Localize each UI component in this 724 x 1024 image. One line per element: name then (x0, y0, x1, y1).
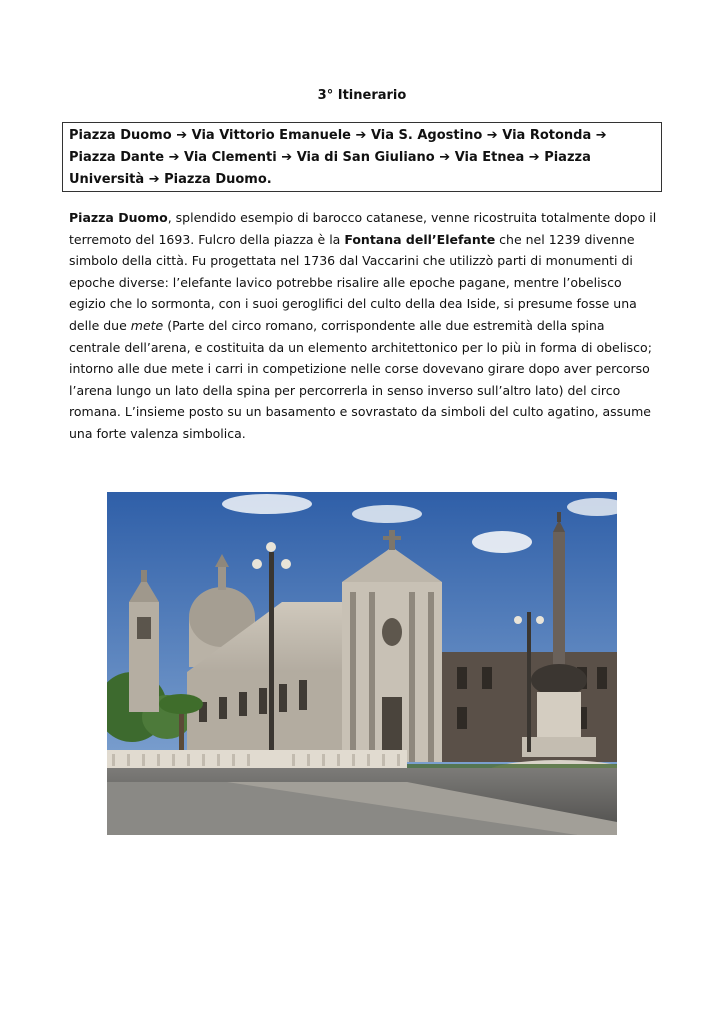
term-mete: mete (130, 317, 164, 333)
route-stop: Piazza Duomo (69, 128, 172, 143)
text-run: che nel 1239 divenne simbolo della città. Fu progettata nel 1736 dal Vaccarini che utilizzò parti di monumenti di epoche diverse: l’elefante lavico potrebbe risalire alle epoche pagane, mentre l’obelisco egizio che lo sormonta, con i suoi geroglifici del culto della dea Iside, si presume fosse una delle due (69, 231, 637, 333)
fountain-name: Fontana dell’Elefante (344, 231, 496, 247)
route-stop: Via S. Agostino (370, 128, 483, 143)
arrow-right-icon: ➔ (595, 128, 607, 143)
arrow-right-icon: ➔ (355, 128, 367, 143)
text-run: , splendido esempio di barocco catanese, venne ricostruita totalmente dopo il terremoto del 1693. Fulcro della piazza è la (69, 210, 657, 247)
arrow-right-icon: ➔ (486, 128, 498, 143)
arrow-right-icon: ➔ (148, 172, 160, 187)
arrow-right-icon: ➔ (176, 128, 188, 143)
arrow-right-icon: ➔ (168, 150, 180, 165)
page-title: 3° Itinerario (317, 88, 407, 103)
route-box (62, 122, 662, 192)
route-stop: Piazza Università (69, 150, 591, 187)
route-stop: Piazza Duomo. (164, 172, 272, 187)
route-stop: Via Vittorio Emanuele (191, 128, 351, 143)
arrow-right-icon: ➔ (439, 150, 451, 165)
route-stop: Via Clementi (184, 150, 277, 165)
place-name: Piazza Duomo (69, 210, 168, 225)
cathedral-photo (107, 492, 617, 835)
description-paragraph (69, 207, 659, 445)
arrow-right-icon: ➔ (528, 150, 540, 165)
text-run: (Parte del circo romano, corrispondente alle due estremità della spina centrale dell’arena, e costituita da un elemento architettonico per lo più in forma di obelisco; intorno alle due mete i carri in competizione nelle corse dovevano girare dopo aver percorso l’arena lungo un lato della spina per percorrerla in senso inverso sull’altro lato) del circo romana. L’insieme posto su un basamento e sovrastato da simboli del culto agatino, assume una forte valenza simbolica. (69, 317, 652, 441)
route-stop: Via di San Giuliano (296, 150, 435, 165)
arrow-right-icon: ➔ (281, 150, 293, 165)
route-stop: Via Etnea (454, 150, 525, 165)
route-stop: Piazza Dante (69, 150, 165, 165)
route-stop: Via Rotonda (502, 128, 592, 143)
